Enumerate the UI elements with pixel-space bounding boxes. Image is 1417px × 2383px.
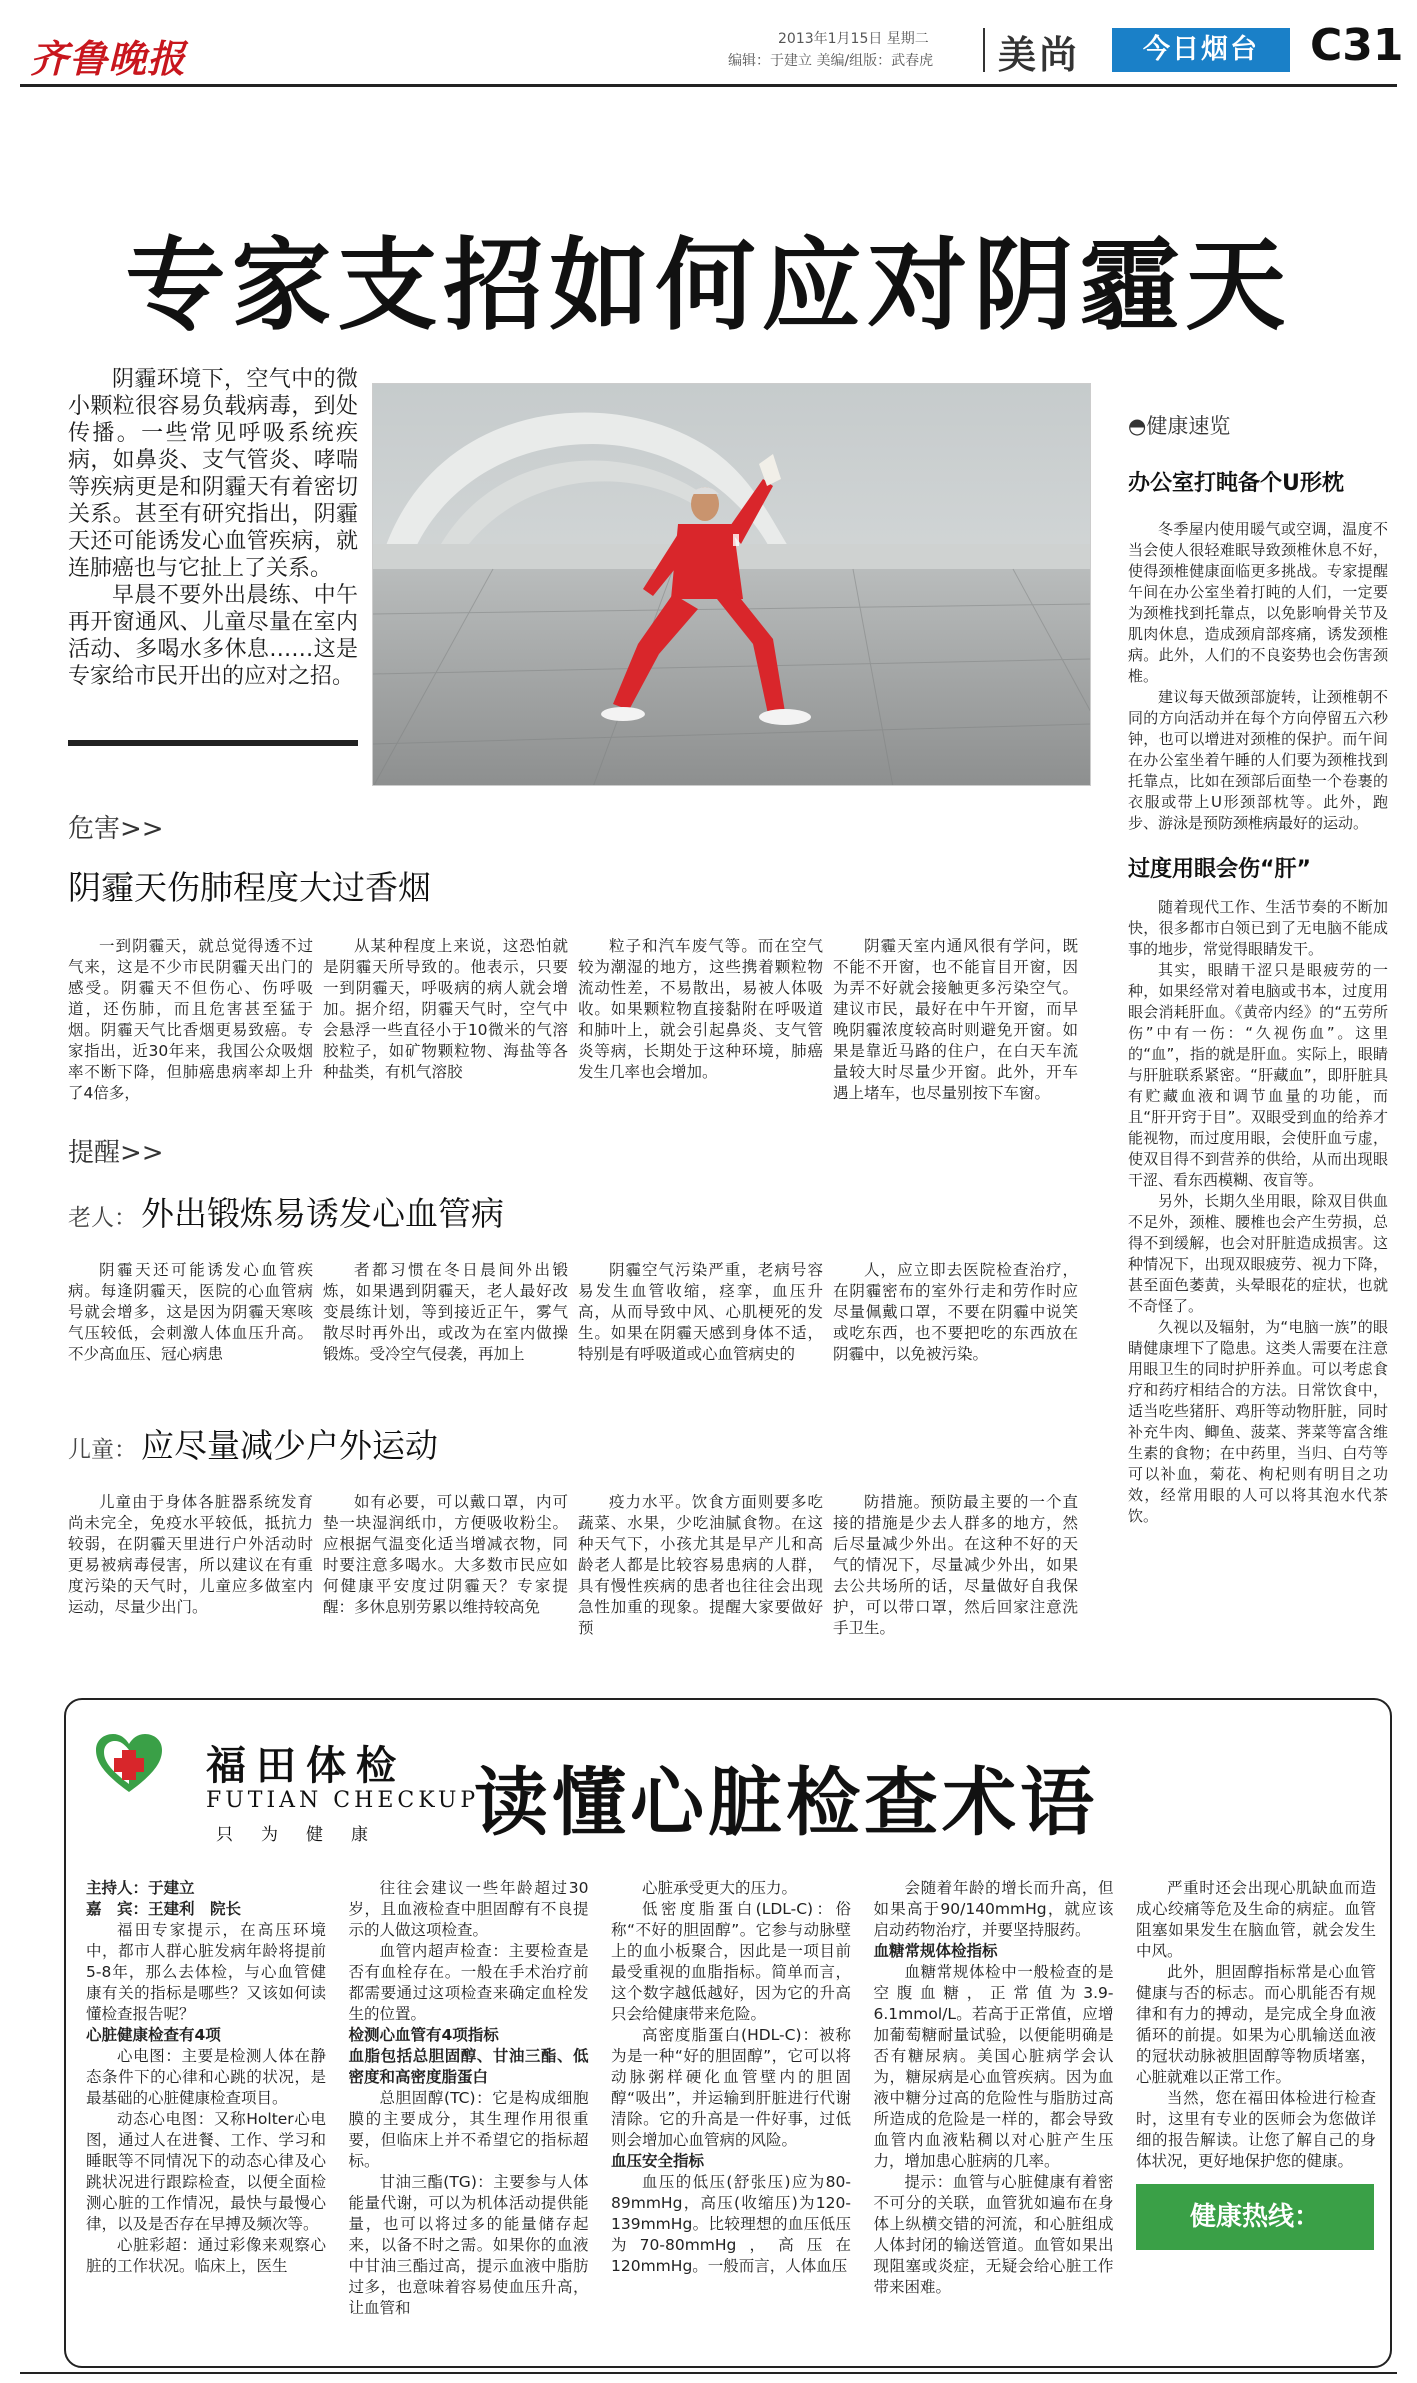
health-hotline-badge: 健康热线：6872222 xyxy=(1136,2184,1374,2250)
tai-chi-photo xyxy=(372,383,1091,786)
paragraph: 总胆固醇(TC)：它是构成细胞膜的主要成分，其生理作用很重要，但临床上并不希望它的指标超标。 xyxy=(348,2089,589,2170)
subheading: 检测心血管有4项指标 xyxy=(348,2026,499,2044)
text-column xyxy=(323,1492,568,1639)
paragraph: 阴霾空气污染严重，老病号容易发生血管收缩，痉挛，血压升高，从而导致中风、心肌梗死的发生。如果在阴霾天感到身体不适，特别是有呼吸道或心血管病史的 xyxy=(578,1261,823,1363)
editor-credits: 编辑：于建立 美编/组版：武春虎 xyxy=(728,53,934,69)
subheading: 血脂包括总胆固醇、甘油三酯、低密度和高密度脂蛋白 xyxy=(348,2047,589,2086)
paragraph: 从某种程度上来说，这恐怕就是阴霾天所导致的。他表示，只要一到阴霾天，呼吸病的病人就会增加。据介绍，阴霾天气时，空气中会悬浮一些直径小于10微米的气溶胶粒子，如矿物颗粒物、海盐等各种盐类，有机气溶胶 xyxy=(323,937,568,1081)
futian-logo-icon xyxy=(96,1734,162,1794)
paragraph: 甘油三酯(TG)：主要参与人体能量代谢，可以为机体活动提供能量，也可以将过多的能量储存起来，以备不时之需。如果你的血液中甘油三酯过高，提示血液中脂肪过多，也意味着容易使血压升高，让血管和 xyxy=(348,2173,589,2317)
elder-title xyxy=(68,1188,504,1235)
issue-date: 2013年1月15日 星期二 xyxy=(778,31,929,47)
page-number: C31 xyxy=(1310,20,1404,71)
ad-brand: 福田体检 xyxy=(206,1743,406,1789)
paragraph: 福田专家提示，在高压环境中，都市人群心脏发病年龄将提前5-8年，那么去体检，与心血管健康有关的指标是哪些？又该如何读懂检查报告呢？ xyxy=(86,1921,326,2023)
text-column xyxy=(611,1878,851,2348)
ad-guest: 嘉 宾：王建利 院长 xyxy=(86,1900,242,1918)
paragraph: 阴霾天室内通风很有学问，既不能不开窗，也不能盲目开窗，因为弄不好就会接触更多污染空气。建议市民，最好在中午开窗，而早晚阴霾浓度较高时则避免开窗。如果是靠近马路的住户，在白天车流量较大时尽量少开窗。此外，开车遇上堵车，也尽量别按下车窗。 xyxy=(833,937,1078,1102)
paragraph: 会随着年龄的增长而升高，但如果高于90/140mmHg，就应该启动药物治疗，并要坚持服药。 xyxy=(873,1879,1114,1939)
masthead-divider xyxy=(983,28,985,72)
child-title xyxy=(68,1420,438,1467)
ad-slogan: 只为健康 xyxy=(216,1825,396,1845)
text-column xyxy=(833,1260,1078,1365)
bottom-rule xyxy=(20,2372,1397,2374)
category-harm: 危害>> xyxy=(68,814,164,844)
sidebar-article-body xyxy=(1128,519,1388,834)
paragraph: 建议每天做颈部旋转，让颈椎朝不同的方向活动并在每个方向停留五六秒钟，也可以增进对颈椎的保护。而午间在办公室坐着午睡的人们要为颈椎找到托靠点，比如在颈部后面垫一个卷裹的衣服或带上U形颈部枕等。此外，跑步、游泳是预防颈椎病最好的运动。 xyxy=(1128,688,1388,832)
paragraph: 心脏承受更大的压力。 xyxy=(642,1879,798,1897)
ad-title: 读懂心脏检查术语 xyxy=(474,1760,1098,1846)
elder-headline: 外出锻炼易诱发心血管病 xyxy=(141,1194,504,1233)
text-column xyxy=(578,1492,823,1639)
paragraph: 防措施。预防最主要的一个直接的措施是少去人群多的地方，然后尽量减少外出。在这种不好的天气的情况下，尽量减少外出，如果去公共场所的话，尽量做好自我保护，可以带口罩，然后回家注意洗手卫生。 xyxy=(833,1493,1078,1637)
intro-paragraph: 早晨不要外出晨练、中午再开窗通风、儿童尽量在室内活动、多喝水多休息……这是专家给市民开出的应对之招。 xyxy=(68,583,358,689)
text-column xyxy=(323,1260,568,1365)
elder-body xyxy=(68,1260,1078,1365)
sidebar-tag: ◓健康速览 xyxy=(1128,414,1231,438)
text-column xyxy=(833,936,1078,1104)
paragraph: 往往会建议一些年龄超过30岁，且血液检查中胆固醇有不良提示的人做这项检查。 xyxy=(348,1879,589,1939)
top-rule xyxy=(20,84,1397,87)
intro-paragraph: 阴霾环境下，空气中的微小颗粒很容易负载病毒，到处传播。一些常见呼吸系统疾病，如鼻炎、支气管炎、哮喘等疾病更是和阴霾天有着密切关系。甚至有研究指出，阴霾天还可能诱发心血管疾病，就连肺癌也与它扯上了关系。 xyxy=(68,367,358,581)
paragraph: 冬季屋内使用暖气或空调，温度不当会使人很轻难眠导致颈椎休息不好，使得颈椎健康面临更多挑战。专家提醒午间在办公室坐着打盹的人们，一定要为颈椎找到托靠点，以免影响骨关节及肌肉休息，造成颈肩部疼痛，诱发颈椎病。此外，人们的不良姿势也会伤害颈椎。 xyxy=(1128,520,1388,685)
paragraph: 粒子和汽车废气等。而在空气较为潮湿的地方，这些携着颗粒物流动性差，不易散出，易被人体吸收。如果颗粒物直接黏附在呼吸道和肺叶上，就会引起鼻炎、支气管炎等病，长期处于这种环境，肺癌发生几率也会增加。 xyxy=(578,937,823,1081)
sidebar-article-title: 过度用眼会伤“肝” xyxy=(1128,857,1311,882)
paragraph: 如有必要，可以戴口罩，内可垫一块湿润纸巾，方便吸收粉尘。应根据气温变化适当增减衣物，同时要注意多喝水。大多数市民应如何健康平安度过阴霾天？专家提醒：多休息别劳累以维持较高免 xyxy=(323,1493,568,1616)
child-body xyxy=(68,1492,1078,1639)
subheading: 血压安全指标 xyxy=(611,2152,705,2170)
text-column xyxy=(323,936,568,1104)
text-column xyxy=(578,936,823,1104)
paragraph: 儿童由于身体各脏器系统发育尚未完全，免疫水平较低，抵抗力较弱，在阴霾天里进行户外活动时更易被病毒侵害，所以建议在有重度污染的天气时，儿童应多做室内运动，尽量少出门。 xyxy=(68,1493,313,1616)
ad-brand-en: FUTIAN CHECKUP xyxy=(206,1788,480,1813)
tai-chi-photo-illustration xyxy=(373,384,1091,786)
paragraph: 血管内超声检查：主要检查是否有血栓存在。一般在手术治疗前都需要通过这项检查来确定血栓发生的位置。 xyxy=(348,1942,589,2023)
masthead xyxy=(20,18,1404,81)
text-column xyxy=(874,1878,1114,2348)
text-column xyxy=(578,1260,823,1365)
text-column xyxy=(68,1492,313,1639)
paragraph: 人，应立即去医院检查治疗，在阴霾密布的室外行走和劳作时应尽量佩戴口罩，不要在阴霾中说笑或吃东西，也不要把吃的东西放在阴霾中，以免被污染。 xyxy=(833,1261,1078,1363)
ad-host: 主持人：于建立 xyxy=(86,1879,195,1897)
paragraph: 血压的低压(舒张压)应为80-89mmHg，高压(收缩压)为120-139mmHg。比较理想的血压低压为70-80mmHg，高压在120mmHg。一般而言，人体血压 xyxy=(611,2173,851,2275)
text-column xyxy=(68,936,313,1104)
text-column xyxy=(833,1492,1078,1639)
intro-underline xyxy=(68,740,358,746)
newspaper-logo: 齐鲁晚报 xyxy=(30,36,187,81)
paragraph: 心脏彩超：通过彩像来观察心脏的工作状况。临床上，医生 xyxy=(86,2236,326,2275)
paragraph: 低密度脂蛋白(LDL-C)：俗称“不好的胆固醇”。它参与动脉壁上的血小板聚合，因此是一项目前最受重视的血脂指标。简单而言，这个数字越低越好，因为它的升高只会给健康带来危险。 xyxy=(611,1900,851,2023)
paragraph: 动态心电图：又称Holter心电图，通过人在进餐、工作、学习和睡眠等不同情况下的动态心律及心跳状况进行跟踪检查，以便全面检测心脏的工作情况，最快与最慢心律，以及是否存在早搏及频次等。 xyxy=(86,2110,326,2233)
paragraph: 严重时还会出现心肌缺血而造成心绞痛等危及生命的病症。血管阻塞如果发生在脑血管，就会发生中风。 xyxy=(1136,1879,1376,1960)
paragraph: 一到阴霾天，就总觉得透不过气来，这是不少市民阴霾天出门的感受。阴霾天不但伤心、伤呼吸道，还伤肺，而且危害甚至猛于烟。阴霾天气比香烟更易致癌。专家指出，近30年来，我国公众吸烟率不断下降，但肺癌患病率却上升了4倍多， xyxy=(68,937,313,1102)
paragraph: 当然，您在福田体检进行检查时，这里有专业的医师会为您做详细的报告解读。让您了解自己的身体状况，更好地保护您的健康。 xyxy=(1136,2089,1376,2170)
paragraph: 高密度脂蛋白(HDL-C)：被称为是一种“好的胆固醇”，它可以将动脉粥样硬化血管壁内的胆固醇“吸出”，并运输到肝脏进行代谢清除。它的升高是一件好事，过低则会增加心血管病的风险。 xyxy=(611,2026,851,2149)
child-prefix: 儿童： xyxy=(68,1437,137,1463)
elder-prefix: 老人： xyxy=(68,1205,137,1231)
child-headline: 应尽量减少户外运动 xyxy=(141,1426,438,1465)
paragraph: 者都习惯在冬日晨间外出锻炼，如果遇到阴霾天，老人最好改变晨练计划，等到接近正午，雾气散尽时再外出，或改为在室内做操锻炼。受冷空气侵袭，再加上 xyxy=(323,1261,568,1363)
sidebar-article-title: 办公室打盹备个U形枕 xyxy=(1128,471,1344,496)
section-name: 美尚 xyxy=(998,33,1081,77)
text-column xyxy=(86,1878,326,2348)
intro-lead xyxy=(68,366,358,690)
paragraph: 其实，眼睛干涩只是眼疲劳的一种，如果经常对着电脑或书本，过度用眼会消耗肝血。《黄帝内经》的“五劳所伤”中有一伤：“久视伤血”。这里的“血”，指的就是肝血。实际上，眼睛与肝脏联系紧密。“肝藏血”，即肝脏具有贮藏血液和调节血量的功能，而且“肝开窍于目”。双眼受到血的给养才能视物，而过度用眼，会使肝血亏虚，使双目得不到营养的供给，从而出现眼干涩、看东西模糊、夜盲等。 xyxy=(1128,961,1388,1189)
paragraph: 疫力水平。饮食方面则要多吃蔬菜、水果，少吃油腻食物。在这种天气下，小孩尤其是早产儿和高龄老人都是比较容易患病的人群，具有慢性疾病的患者也往往会出现急性加重的现象。提醒大家要做好预 xyxy=(578,1493,823,1637)
sidebar-article-body xyxy=(1128,897,1388,1527)
harm-title: 阴霾天伤肺程度大过香烟 xyxy=(68,868,431,907)
text-column xyxy=(68,1260,313,1365)
health-sidebar xyxy=(1128,410,1388,1527)
paragraph: 随着现代工作、生活节奏的不断加快，很多都市白领已到了无电脑不能成事的地步，常觉得眼睛发干。 xyxy=(1128,898,1388,958)
subheading: 心脏健康检查有4项 xyxy=(86,2026,221,2044)
paragraph: 久视以及辐射，为“电脑一族”的眼睛健康埋下了隐患。这类人需要在注意用眼卫生的同时护肝养血。可以考虑食疗和药疗相结合的方法。日常饮食中，适当吃些猪肝、鸡肝等动物肝脏，同时补充牛肉、鲫鱼、菠菜、荠菜等富含维生素的食物；在中药里，当归、白芍等可以补血，菊花、枸杞则有明目之功效，经常用眼的人可以将其泡水代茶饮。 xyxy=(1128,1318,1388,1525)
channel-badge: 今日烟台 xyxy=(1112,28,1290,72)
page-headline: 专家支招如何应对阴霾天 xyxy=(125,227,1292,344)
harm-body xyxy=(68,936,1078,1104)
paragraph: 血糖常规体检中一般检查的是空腹血糖，正常值为3.9-6.1mmol/L。若高于正常值，应增加葡萄糖耐量试验，以便能明确是否有糖尿病。美国心脏病学会认为，糖尿病是心血管疾病。因为血液中糖分过高的危险性与脂肪过高所造成的危险是一样的，都会导致血管内血液粘稠以对心脏产生压力，增加患心脏病的几率。 xyxy=(873,1963,1114,2170)
paragraph: 此外，胆固醇指标常是心血管健康与否的标志。而心肌能否有规律和有力的搏动，是完成全身血液循环的前提。如果为心肌输送血液的冠状动脉被胆固醇等物质堵塞，心脏就难以正常工作。 xyxy=(1136,1963,1376,2086)
advertorial-box xyxy=(64,1698,1392,2368)
text-column xyxy=(349,1878,589,2348)
paragraph: 心电图：主要是检测人体在静态条件下的心律和心跳的状况，是最基础的心脏健康检查项目。 xyxy=(86,2047,326,2107)
paragraph: 另外，长期久坐用眼，除双目供血不足外，颈椎、腰椎也会产生劳损，总得不到缓解，也会对肝脏造成损害。这种情况下，出现双眼疲劳、视力下降，甚至面色萎黄，头晕眼花的症状，也就不奇怪了。 xyxy=(1128,1192,1388,1315)
ad-body xyxy=(86,1878,1376,2348)
category-remind: 提醒>> xyxy=(68,1138,164,1168)
paragraph: 阴霾天还可能诱发心血管疾病。每逢阴霾天，医院的心血管病号就会增多，这是因为阴霾天寒咳气压较低，会刺激人体血压升高。不少高血压、冠心病患 xyxy=(68,1261,313,1363)
subheading: 血糖常规体检指标 xyxy=(873,1942,998,1960)
text-column xyxy=(1136,1878,1376,2348)
paragraph: 提示：血管与心脏健康有着密不可分的关联，血管犹如遍布在身体上纵横交错的河流，和心脏组成人体封闭的输送管道。血管如果出现阻塞或炎症，无疑会给心脏工作带来困难。 xyxy=(873,2173,1114,2296)
